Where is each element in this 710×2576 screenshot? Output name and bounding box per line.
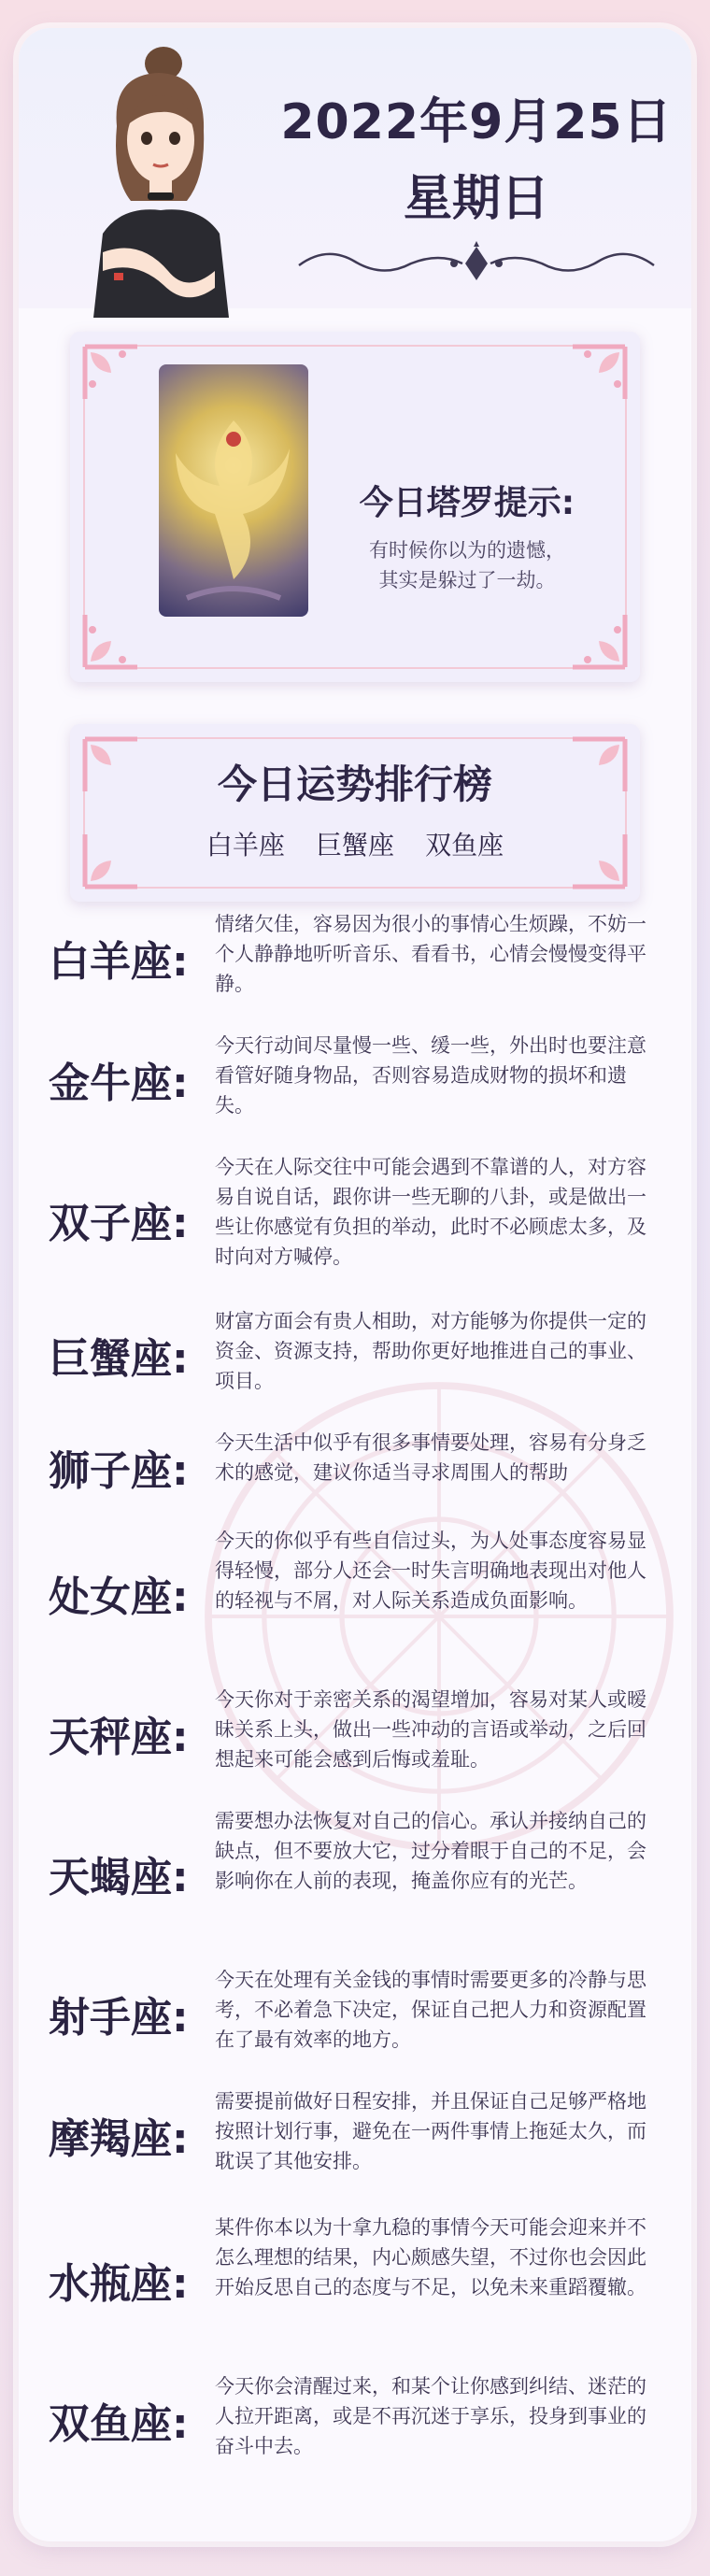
sign-description: 今天你会清醒过来，和某个让你感到纠结、迷茫的人拉开距离，或是不再沉迷于享乐，投身到事业的奋斗中去。: [215, 2375, 646, 2457]
header: [19, 28, 691, 308]
ranking-sign: 巨蟹座: [315, 830, 394, 861]
sign-description: 今天的你似乎有些自信过头，为人处事态度容易显得轻慢，部分人还会一时失言明确地表现出对他人的轻视与不屑，对人际关系造成负面影响。: [215, 1530, 646, 1612]
weekday-heading: 星期日: [403, 171, 549, 227]
sign-description: 需要提前做好日程安排，并且保证自己足够严格地按照计划行事，避免在一两件事情上拖延太久，而耽误了其他安排。: [215, 2090, 646, 2172]
sign-name: 射手座:: [49, 1994, 189, 2042]
sign-name: 双子座:: [49, 1200, 189, 1247]
ranking-sign: 双鱼座: [425, 830, 504, 861]
ranking-panel: [70, 724, 640, 902]
ranking-title: 今日运势排行榜: [217, 761, 492, 807]
corner-ornament-icon: [81, 605, 147, 671]
sign-description: 今天生活中似乎有很多事情要处理，容易有分身乏术的感觉，建议你适当寻求周围人的帮助: [215, 1431, 646, 1484]
sign-description: 情绪欠佳，容易因为很小的事情心生烦躁，不妨一个人静静地听听音乐、看看书，心情会慢慢变得平静。: [215, 913, 646, 995]
sign-description: 今天在处理有关金钱的事情时需要更多的冷静与思考，不必着急下决定，保证自己把人力和资源配置在了最有效率的地方。: [215, 1969, 646, 2051]
ornament-divider-icon: [290, 235, 663, 292]
sign-name: 双鱼座:: [49, 2400, 189, 2448]
sign-description: 今天你对于亲密关系的渴望增加，容易对某人或暧昧关系上头，做出一些冲动的言语或举动，之后回想起来可能会感到后悔或羞耻。: [215, 1688, 646, 1771]
sign-name: 白羊座:: [49, 938, 189, 986]
sign-name: 摩羯座:: [49, 2115, 189, 2163]
sign-name: 金牛座:: [49, 1060, 189, 1107]
sign-description: 今天在人际交往中可能会遇到不靠谱的人，对方容易自说自话，跟你讲一些无聊的八卦，或是做出一些让你感觉有负担的举动，此时不必顾虑太多，及时向对方喊停。: [215, 1156, 646, 1268]
sign-name: 处女座:: [49, 1573, 189, 1621]
tarot-message: [313, 535, 621, 595]
tarot-panel: [70, 332, 640, 682]
sign-description: 今天行动间尽量慢一些、缓一些，外出时也要注意看管好随身物品，否则容易造成财物的损坏和遗失。: [215, 1034, 646, 1117]
sign-description: 财富方面会有贵人相助，对方能够为你提供一定的资金、资源支持，帮助你更好地推进自己的事业、项目。: [215, 1310, 646, 1392]
sign-name: 巨蟹座:: [49, 1335, 189, 1383]
sign-name: 天秤座:: [49, 1714, 189, 1761]
sign-name: 天蝎座:: [49, 1854, 189, 1901]
corner-ornament-icon: [81, 343, 147, 408]
corner-ornament-icon: [563, 343, 629, 408]
girl-avatar-illustration: [75, 37, 243, 318]
sign-description: 需要想办法恢复对自己的信心。承认并接纳自己的缺点，但不要放大它，过分着眼于自己的不足，会影响你在人前的表现，掩盖你应有的光芒。: [215, 1810, 646, 1892]
tarot-message-line: 其实是躲过了一劫。: [378, 569, 556, 591]
sign-name: 水瓶座:: [49, 2260, 189, 2308]
sign-description: 某件你本以为十拿九稳的事情今天可能会迎来并不怎么理想的结果，内心颇感失望，不过你也会因此开始反思自己的态度与不足，以免未来重蹈覆辙。: [215, 2216, 646, 2298]
corner-ornament-icon: [563, 605, 629, 671]
phoenix-icon: [159, 364, 308, 617]
ranking-top-signs: [70, 825, 640, 862]
sign-name: 狮子座:: [49, 1447, 189, 1495]
tarot-title: 今日塔罗提示:: [359, 484, 575, 522]
ranking-sign: 白羊座: [206, 830, 285, 861]
tarot-message-line: 有时候你以为的遗憾，: [369, 539, 565, 562]
date-heading: 2022年9月25日: [280, 94, 673, 150]
tarot-card-image: [159, 364, 308, 617]
fortune-card: [19, 28, 691, 2541]
